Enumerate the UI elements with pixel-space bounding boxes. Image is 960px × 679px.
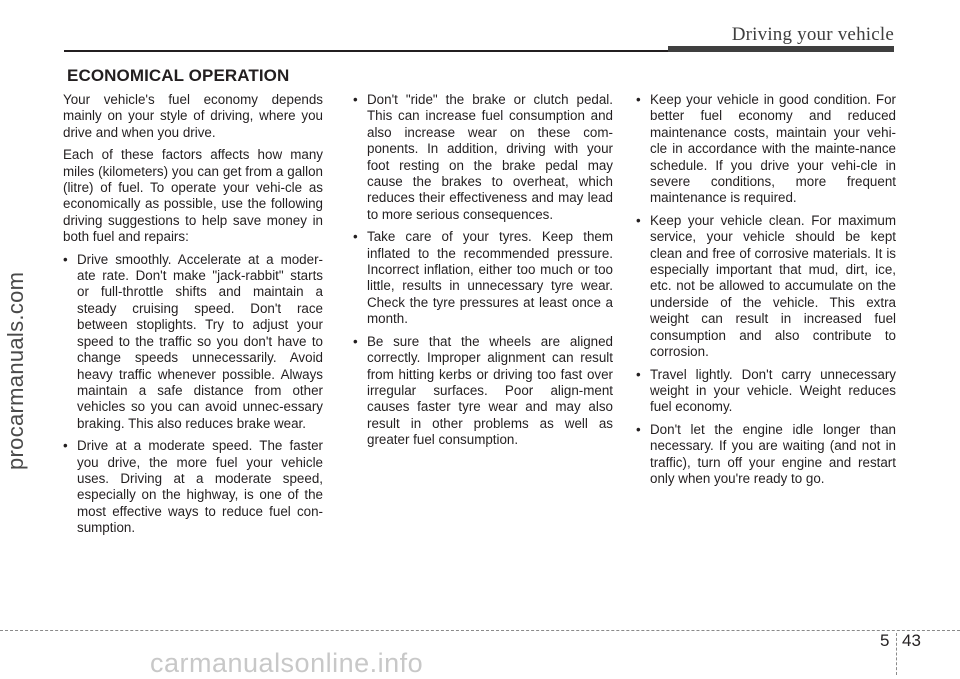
list-item-text: Be sure that the wheels are aligned correctly. Improper alignment can result from hitting kerbs or driving too fast over irregular surfaces. Poor align-ment causes faster tyre wear and may also result in other problems as well as greater fuel consumption.	[367, 333, 613, 448]
list-item	[636, 422, 896, 488]
list-item-text: Drive smoothly. Accelerate at a moder-ate rate. Don't make "jack-rabbit" starts or full-throttle shifts and maintain a steady cruising speed. Don't race between stoplights. Try to adjust your speed to the traffic so you don't have to change speeds unnecessarily. Avoid heavy traffic whenever possible. Always maintain a safe distance from other vehicles so you can avoid unnec-essary braking. This also reduces brake wear.	[77, 251, 323, 431]
text-column-2	[353, 92, 613, 455]
section-heading: ECONOMICAL OPERATION	[67, 66, 290, 85]
bullet-icon: •	[636, 366, 641, 382]
bullet-icon: •	[636, 92, 641, 107]
side-watermark: procarmanuals.com	[3, 271, 28, 470]
chapter-number: 5	[880, 631, 890, 650]
list-item-text: Travel lightly. Don't carry unnecessary weight in your vehicle. Weight reduces fuel economy.	[650, 366, 896, 415]
bullet-icon: •	[353, 92, 358, 107]
list-item	[353, 334, 613, 449]
text-column-1	[63, 92, 323, 543]
bullet-icon: •	[63, 438, 68, 454]
list-item	[636, 367, 896, 416]
page-number-separator	[896, 633, 897, 675]
bullet-list	[353, 92, 613, 449]
header-accent-bar	[668, 46, 894, 52]
intro-paragraph-2: Each of these factors affects how many miles (kilometers) you can get from a gallon (litre) of fuel. To operate your vehi-cle as economically as possible, use the following driving suggestions to help save money in both fuel and repairs:	[63, 147, 323, 245]
page-number: 43	[902, 631, 921, 650]
list-item	[636, 92, 896, 207]
list-item	[353, 229, 613, 327]
list-item	[63, 252, 323, 432]
bullet-icon: •	[353, 333, 358, 349]
list-item-text: Drive at a moderate speed. The faster you drive, the more fuel your vehicle uses. Driving at a moderate speed, especially on the highway, is one of the most effective ways to reduce fuel con-sumption.	[77, 438, 323, 536]
chapter-title: Driving your vehicle	[731, 24, 894, 45]
footer-divider	[0, 630, 960, 631]
list-item	[63, 438, 323, 536]
bullet-icon: •	[63, 251, 68, 267]
list-item-text: Keep your vehicle clean. For maximum service, your vehicle should be kept clean and free of corrosive materials. It is especially important that mud, dirt, ice, etc. not be allowed to accumulate on the underside of the vehicle. This extra weight can result in increased fuel consumption and also contribute to corrosion.	[650, 212, 896, 360]
list-item	[636, 213, 896, 361]
list-item-text: Take care of your tyres. Keep them inflated to the recommended pressure. Incorrect inflation, either too much or too little, results in unnecessary tyre wear. Check the tyre pressures at least once a month.	[367, 229, 613, 327]
list-item-text: Keep your vehicle in good condition. For better fuel economy and reduced maintenance costs, maintain your vehi-cle in accordance with the mainte-nance schedule. If you drive your vehi-cle in severe conditions, more frequent maintenance is required.	[650, 92, 896, 206]
bullet-icon: •	[353, 229, 358, 245]
bullet-list	[636, 92, 896, 487]
list-item	[353, 92, 613, 223]
text-column-3	[636, 92, 896, 493]
intro-paragraph-1: Your vehicle's fuel economy depends mainly on your style of driving, where you drive and when you drive.	[63, 92, 323, 140]
list-item-text: Don't let the engine idle longer than necessary. If you are waiting (and not in traffic), turn off your engine and restart only when you're ready to go.	[650, 421, 896, 486]
bullet-list	[63, 252, 323, 537]
bullet-icon: •	[636, 421, 641, 437]
bullet-icon: •	[636, 212, 641, 228]
list-item-text: Don't "ride" the brake or clutch pedal. This can increase fuel consumption and also increase wear on these com-ponents. In addition, driving with your foot resting on the brake pedal may cause the brakes to overheat, which reduces their effectiveness and may lead to more serious consequences.	[367, 92, 613, 222]
bottom-watermark: carmanualsonline.info	[150, 648, 424, 678]
